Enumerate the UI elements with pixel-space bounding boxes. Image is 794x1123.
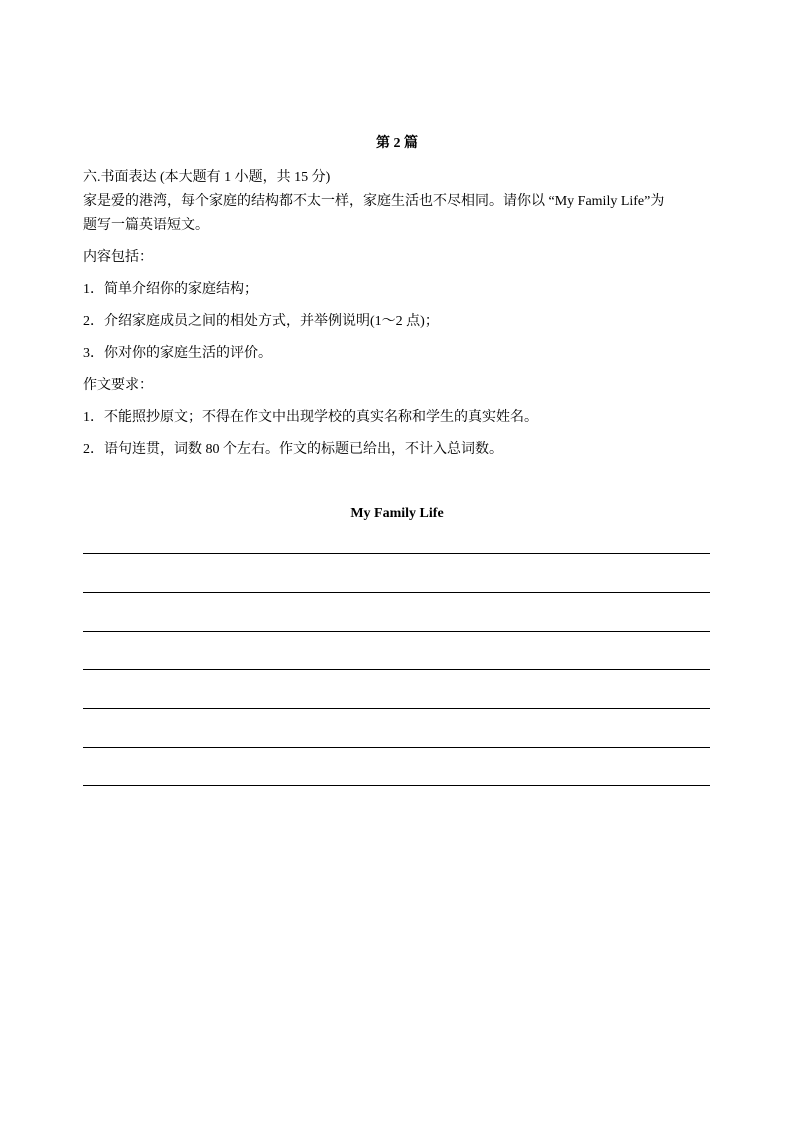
answer-line[interactable] xyxy=(83,708,710,709)
prompt-line-2: 题写一篇英语短文。 xyxy=(83,218,209,233)
answer-line[interactable] xyxy=(83,669,710,670)
answer-line[interactable] xyxy=(83,592,710,593)
content-item: 3．你对你的家庭生活的评价。 xyxy=(83,346,272,361)
answer-line[interactable] xyxy=(83,631,710,632)
section-title: 六.书面表达 (本大题有 1 小题，共 15 分) xyxy=(83,170,331,185)
answer-line[interactable] xyxy=(83,747,710,748)
page-heading: 第 2 篇 xyxy=(376,136,418,151)
requirements-heading: 作文要求： xyxy=(83,378,153,393)
prompt-line-1: 家是爱的港湾，每个家庭的结构都不太一样，家庭生活也不尽相同。请你以 “My Family Life”为 xyxy=(83,194,665,209)
essay-title: My Family Life xyxy=(350,506,444,521)
answer-line[interactable] xyxy=(83,785,710,786)
content-item: 1．简单介绍你的家庭结构； xyxy=(83,282,258,297)
requirement-item: 2．语句连贯，词数 80 个左右。作文的标题已给出，不计入总词数。 xyxy=(83,442,503,457)
content-heading: 内容包括： xyxy=(83,250,153,265)
answer-line[interactable] xyxy=(83,553,710,554)
requirement-item: 1．不能照抄原文；不得在作文中出现学校的真实名称和学生的真实姓名。 xyxy=(83,410,538,425)
content-item: 2．介绍家庭成员之间的相处方式，并举例说明(1～2 点)； xyxy=(83,314,439,329)
